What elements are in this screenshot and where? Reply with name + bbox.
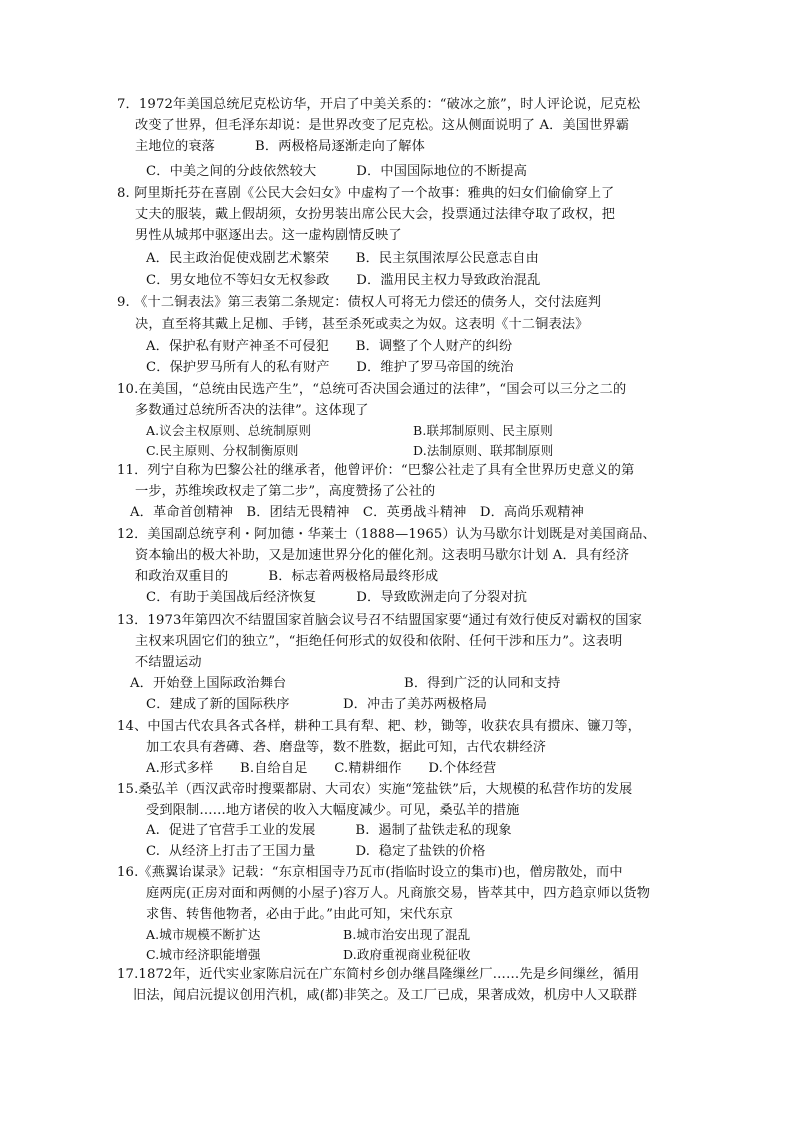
q14-line-2: 加工农具有砻礡、砻、磨盘等，数不胜数，据此可知，古代农耕经济: [146, 740, 547, 755]
q12-line-3: 和政治双重目的 B．标志着两极格局最终形成: [135, 569, 439, 584]
q7-line-3: 主地位的衰落 B．两极格局逐渐走向了解体: [135, 139, 425, 154]
q15-options-ab: A. 促进了官营手工业的发展 B. 遏制了盐铁走私的现象: [146, 823, 512, 838]
q16-line-3: 求售、转售他物者，必由于此。”由此可知，宋代东京: [146, 907, 454, 922]
q16-option-a: A.城市规模不断扩达: [146, 927, 261, 942]
q9-line-1: 9. 《十二铜表法》第三表第二条规定：债权人可将无力偿还的债务人，交付法庭判: [117, 295, 602, 310]
q13-line-1: 13．1973年第四次不结盟国家首脑会议号召不结盟国家要“通过有效行使反对霸权的国家: [117, 613, 642, 628]
q13-line-2: 主权来巩固它们的独立”，“拒绝任何形式的奴役和依附、任何干涉和压力”。这表明: [135, 634, 623, 649]
q13-line-3: 不结盟运动: [135, 655, 202, 670]
q10-option-c: C.民主原则、分权制衡原则: [146, 443, 299, 458]
q11-line-1: 11．列宁自称为巴黎公社的继承者，他曾评价：“巴黎公社走了具有全世界历史意义的第: [117, 463, 635, 478]
q9-options-cd: C．保护罗马所有人的私有财产 D．维护了罗马帝国的统治: [146, 360, 514, 375]
q12-line-1: 12．美国副总统亨利・阿加德・华莱士（1888—1965）认为马歇尔计划既是对美国商品、: [117, 527, 656, 542]
q13-option-a: A．开始登上国际政治舞台: [130, 676, 287, 691]
q10-option-b: B.联邦制原则、民主原则: [413, 423, 553, 438]
q14-options: A.形式多样 B.自给自足 C.精耕细作 D.个体经营: [146, 761, 497, 776]
q16-line-1: 16.《燕翼诒谋录》记载：“东京相国寺乃瓦市(指临时设立的集市)也，僧房散处，而中: [117, 865, 623, 880]
q8-line-3: 男性从城邦中驱逐出去。这一虚构剧情反映了: [135, 228, 402, 243]
q16-option-c: C.城市经济职能增强: [146, 947, 261, 962]
q16-option-b: B.城市治安出现了混乱: [343, 927, 471, 942]
q10-option-d: D.法制原则、联邦制原则: [413, 443, 554, 458]
q10-line-1: 10.在美国，“总统由民选产生”，“总统可否决国会通过的法律”，“国会可以三分之二的: [117, 382, 627, 397]
q7-options-cd: C．中美之间的分歧依然较大 D．中国国际地位的不断提高: [146, 164, 528, 179]
q8-options-cd: C．男女地位不等妇女无权参政 D．滥用民主权力导致政治混乱: [146, 273, 541, 288]
q14-line-1: 14、中国古代农具各式各样，耕种工具有犁、耙、耖，锄等，收获农具有掼床、镰刀等，: [117, 719, 641, 734]
q15-line-2: 受到限制……地方诸侯的收入大幅度减少。可见，桑弘羊的措施: [146, 803, 520, 818]
q13-options-cd: C．建成了新的国际秩序 D．冲击了美苏两极格局: [146, 697, 488, 712]
q15-line-1: 15.桑弘羊（西汉武帝时搜粟都尉、大司农）实施“笼盐铁”后，大规模的私营作坊的发展: [117, 782, 633, 797]
q8-line-1: 8. 阿里斯托芬在喜剧《公民大会妇女》中虚构了一个故事：雅典的妇女们偷偷穿上了: [117, 186, 615, 201]
q7-line-1: 7．1972年美国总统尼克松访华，开启了中美关系的：“破冰之旅”，时人评论说，尼克松: [117, 97, 641, 112]
q17-line-2: 旧法，闻启沅提议创用汽机，咸(都)非笑之。及工厂已成，果著成效，机房中人又联群: [133, 988, 638, 1003]
q13-option-b: B．得到广泛的认同和支持: [404, 676, 561, 691]
q16-line-2: 庭两庑(正房对面和两侧的小屋子)容万人。凡商旅交易，皆萃其中，四方趋京师以货物: [146, 886, 651, 901]
q10-line-2: 多数通过总统所否决的法律”。这体现了: [135, 403, 369, 418]
q12-line-2: 资本输出的极大补助，又是加速世界分化的催化剂。这表明马歇尔计划 A．具有经济: [135, 548, 630, 563]
q11-options: A．革命首创精神 B．团结无畏精神 C．英勇战斗精神 D．高尚乐观精神: [130, 505, 584, 520]
q10-option-a: A.议会主权原则、总统制原则: [146, 423, 312, 438]
q15-options-cd: C. 从经济上打击了王国力量 D. 稳定了盐铁的价格: [146, 844, 486, 859]
q16-option-d: D.政府重视商业税征收: [343, 947, 471, 962]
q8-options-ab: A．民主政治促使戏剧艺术繁荣 B．民主氛围浓厚公民意志自由: [146, 251, 539, 266]
q17-line-1: 17.1872年，近代实业家陈启沅在广东简村乡创办继昌隆缫丝厂……先是乡间缫丝，循用: [117, 967, 640, 982]
q9-options-ab: A．保护私有财产神圣不可侵犯 B．调整了个人财产的纠纷: [146, 339, 513, 354]
q12-options-cd: C．有助于美国战后经济恢复 D．导致欧洲走向了分裂对抗: [146, 590, 528, 605]
q7-line-2: 改变了世界，但毛泽东却说：是世界改变了尼克松。这从侧面说明了 A．美国世界霸: [135, 118, 630, 133]
q11-line-2: 一步，苏维埃政权走了第二步”，高度赞扬了公社的: [135, 484, 436, 499]
q9-line-2: 决，直至将其戴上足枷、手铐，甚至杀死或卖之为奴。这表明《十二铜表法》: [135, 317, 589, 332]
q8-line-2: 丈夫的服装，戴上假胡须，女扮男装出席公民大会，投票通过法律夺取了政权，把: [135, 207, 616, 222]
